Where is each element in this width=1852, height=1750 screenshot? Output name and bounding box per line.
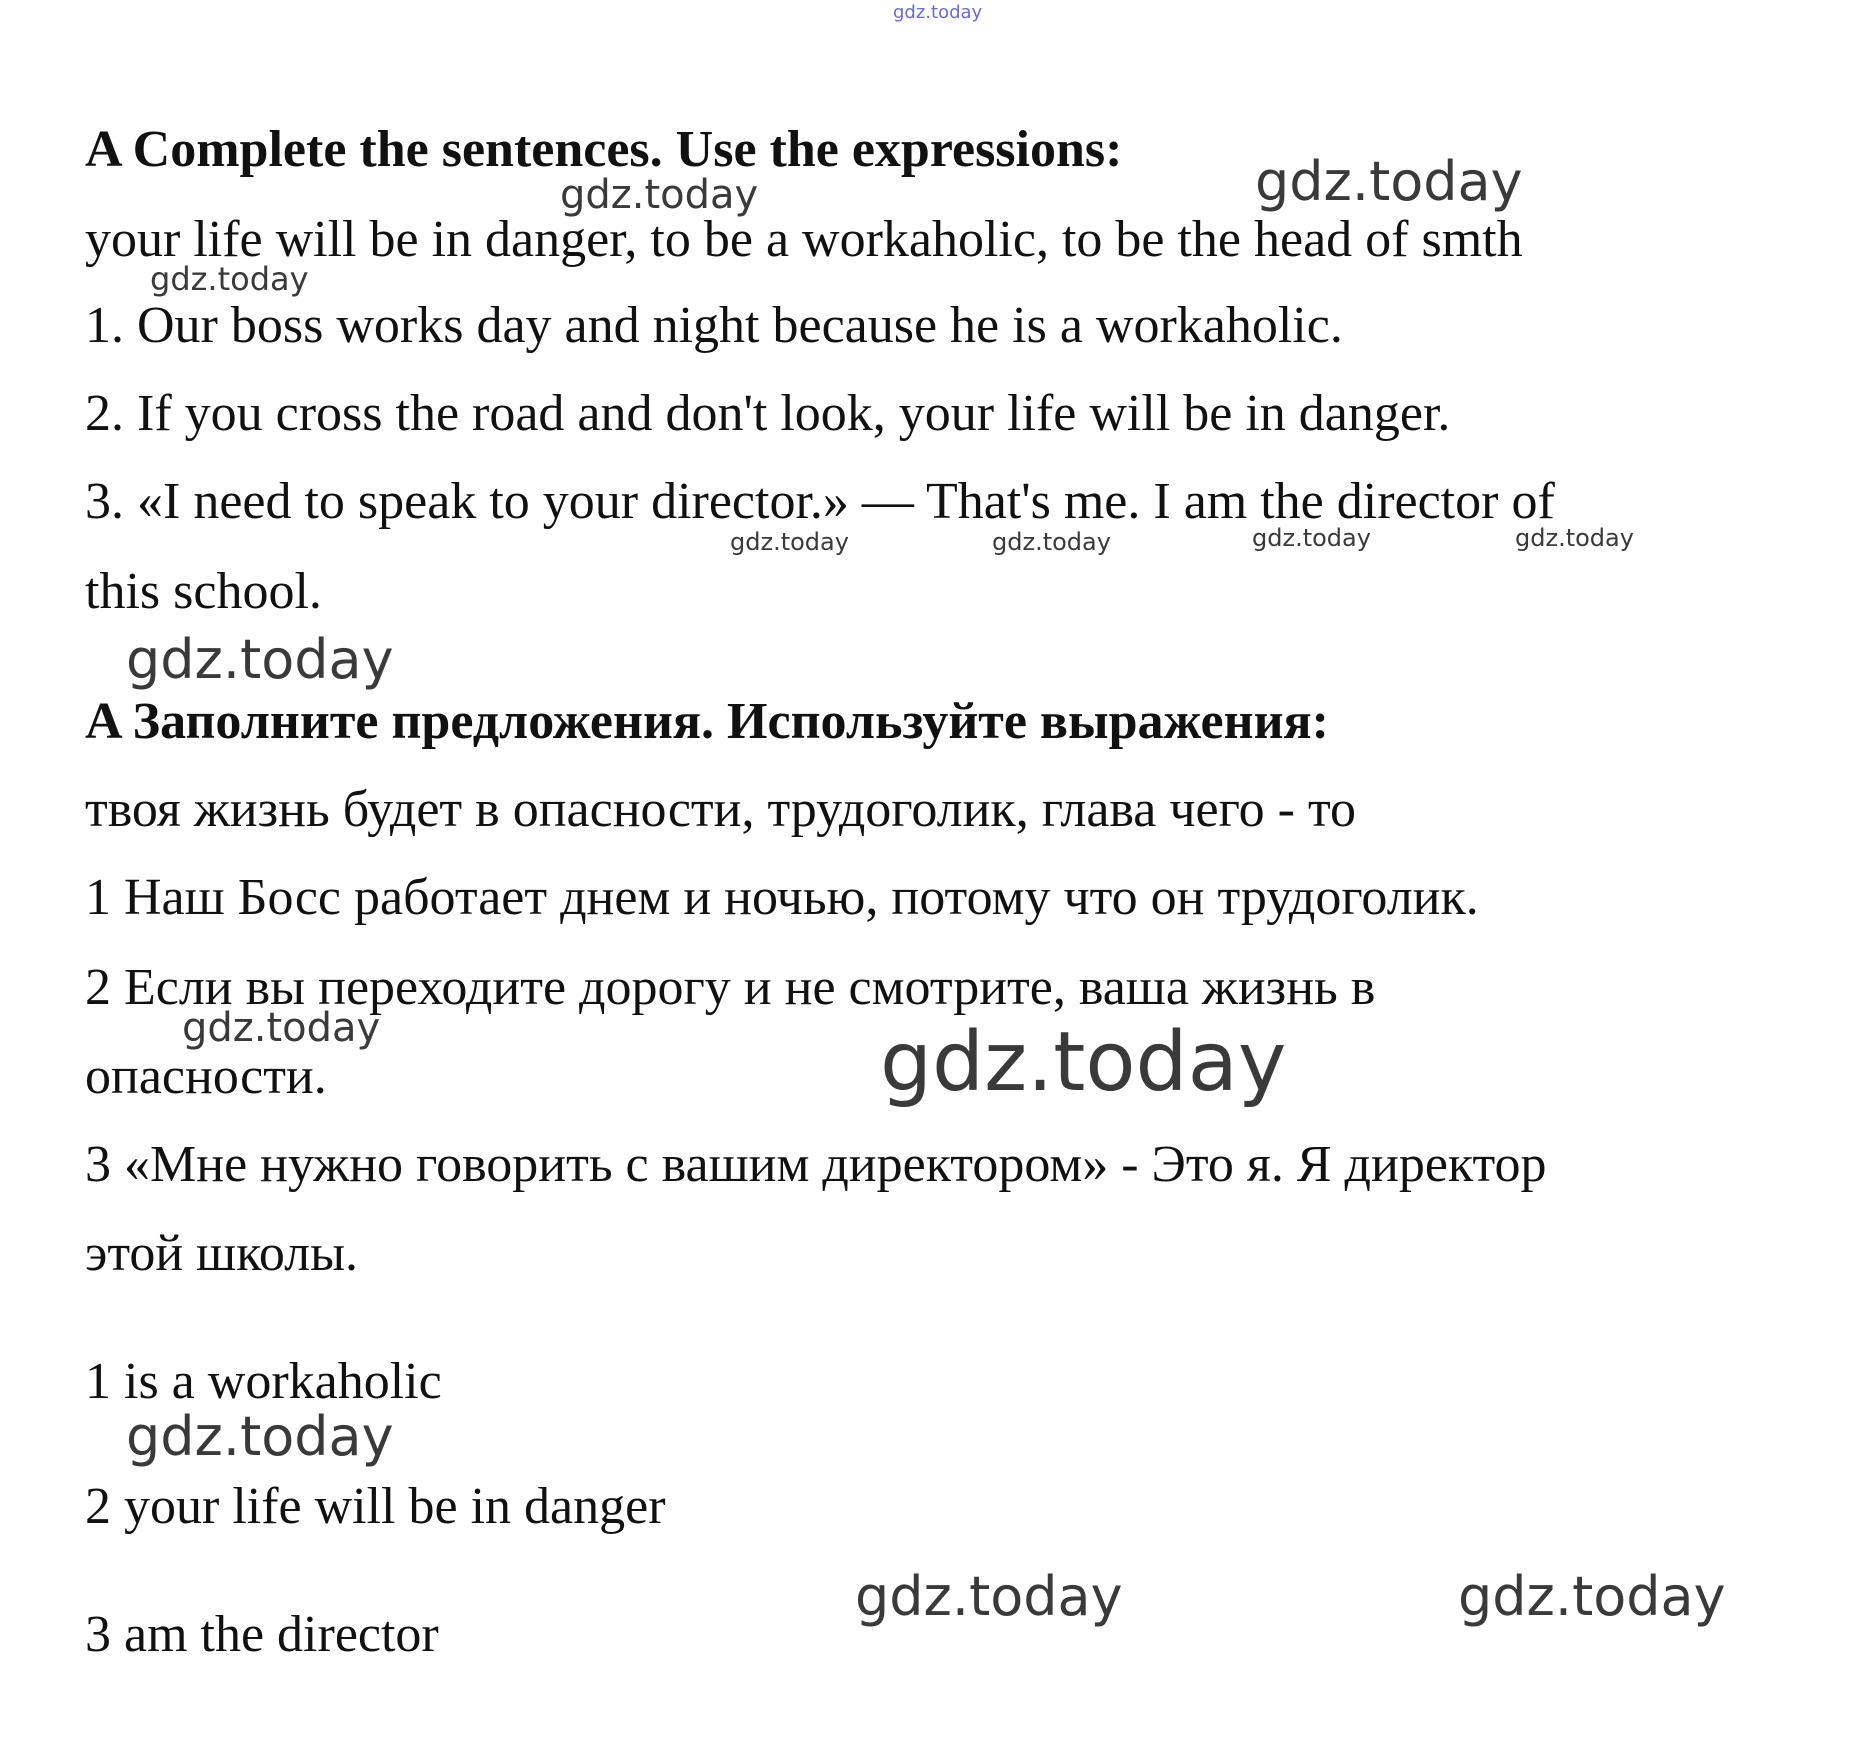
- watermark: gdz.today: [1255, 150, 1523, 213]
- english-heading: A Complete the sentences. Use the expressions:: [85, 121, 1123, 178]
- english-item-1: 1. Our boss works day and night because he is a workaholic.: [85, 297, 1343, 354]
- watermark: gdz.today: [560, 172, 759, 218]
- watermark: gdz.today: [855, 1565, 1123, 1628]
- watermark: gdz.today: [150, 260, 309, 298]
- watermark: gdz.today: [880, 1015, 1287, 1110]
- watermark-top: gdz.today: [893, 2, 983, 23]
- watermark: gdz.today: [182, 1005, 381, 1051]
- russian-expressions: твоя жизнь будет в опасности, трудоголик, глава чего - то: [85, 781, 1356, 838]
- watermark: gdz.today: [126, 1405, 394, 1468]
- answer-3: 3 am the director: [85, 1606, 439, 1663]
- watermark: gdz.today: [1515, 524, 1634, 552]
- watermark: gdz.today: [992, 528, 1111, 556]
- english-expressions: your life will be in danger, to be a workaholic, to be the head of smth: [85, 211, 1523, 268]
- english-item-3-line-2: this school.: [85, 563, 322, 620]
- watermark: gdz.today: [1252, 524, 1371, 552]
- russian-item-1: 1 Наш Босс работает днем и ночью, потому что он трудоголик.: [85, 869, 1479, 926]
- answer-2: 2 your life will be in danger: [85, 1478, 666, 1535]
- russian-item-2-line-1: 2 Если вы переходите дорогу и не смотрите, ваша жизнь в: [85, 959, 1376, 1016]
- russian-item-3-line-2: этой школы.: [85, 1225, 359, 1282]
- russian-heading: A Заполните предложения. Используйте выражения:: [85, 693, 1329, 750]
- russian-item-2-line-2: опасности.: [85, 1048, 327, 1105]
- watermark: gdz.today: [1458, 1565, 1726, 1628]
- watermark: gdz.today: [730, 528, 849, 556]
- english-item-3-line-1: 3. «I need to speak to your director.» — That's me. I am the director of: [85, 473, 1555, 530]
- watermark: gdz.today: [126, 628, 394, 691]
- russian-item-3-line-1: 3 «Мне нужно говорить с вашим директором» - Это я. Я директор: [85, 1136, 1547, 1193]
- english-item-2: 2. If you cross the road and don't look, your life will be in danger.: [85, 385, 1451, 442]
- answer-1: 1 is a workaholic: [85, 1353, 442, 1410]
